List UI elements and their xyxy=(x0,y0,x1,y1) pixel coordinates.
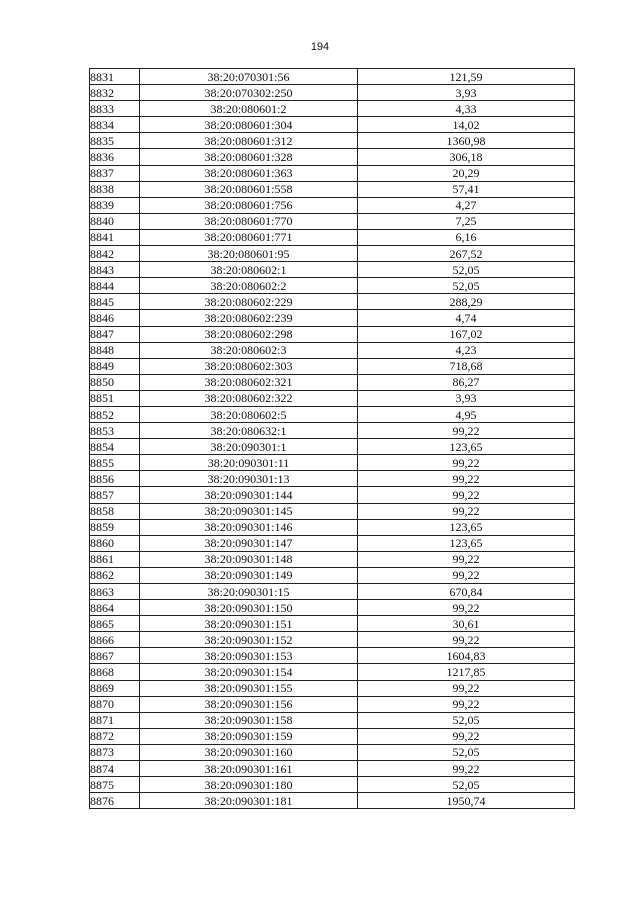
value-cell: 99,22 xyxy=(358,632,575,648)
table-row xyxy=(90,664,575,680)
row-number-cell: 8834 xyxy=(90,117,140,133)
cadastral-number-cell: 38:20:080602:321 xyxy=(140,374,358,390)
cadastral-number-cell: 38:20:090301:160 xyxy=(140,744,358,760)
cadastral-number-cell: 38:20:090301:146 xyxy=(140,519,358,535)
value-cell: 4,74 xyxy=(358,310,575,326)
table-row xyxy=(90,503,575,519)
cadastral-table xyxy=(89,68,575,809)
value-cell: 57,41 xyxy=(358,181,575,197)
table-row xyxy=(90,423,575,439)
table-row xyxy=(90,696,575,712)
cadastral-number-cell: 38:20:090301:154 xyxy=(140,664,358,680)
table-row xyxy=(90,406,575,422)
table-row xyxy=(90,85,575,101)
cadastral-number-cell: 38:20:080601:770 xyxy=(140,213,358,229)
value-cell: 4,23 xyxy=(358,342,575,358)
row-number-cell: 8856 xyxy=(90,471,140,487)
row-number-cell: 8831 xyxy=(90,69,140,85)
table-row xyxy=(90,648,575,664)
cadastral-number-cell: 38:20:080601:95 xyxy=(140,246,358,262)
row-number-cell: 8836 xyxy=(90,149,140,165)
table-row xyxy=(90,793,575,809)
cadastral-number-cell: 38:20:070301:56 xyxy=(140,69,358,85)
table-row xyxy=(90,439,575,455)
value-cell: 288,29 xyxy=(358,294,575,310)
value-cell: 99,22 xyxy=(358,487,575,503)
row-number-cell: 8857 xyxy=(90,487,140,503)
table-row xyxy=(90,229,575,245)
cadastral-number-cell: 38:20:090301:159 xyxy=(140,728,358,744)
row-number-cell: 8851 xyxy=(90,390,140,406)
row-number-cell: 8845 xyxy=(90,294,140,310)
row-number-cell: 8840 xyxy=(90,213,140,229)
cadastral-number-cell: 38:20:090301:144 xyxy=(140,487,358,503)
cadastral-number-cell: 38:20:080601:756 xyxy=(140,197,358,213)
cadastral-number-cell: 38:20:080601:558 xyxy=(140,181,358,197)
value-cell: 99,22 xyxy=(358,551,575,567)
row-number-cell: 8859 xyxy=(90,519,140,535)
table-row xyxy=(90,181,575,197)
row-number-cell: 8867 xyxy=(90,648,140,664)
row-number-cell: 8862 xyxy=(90,567,140,583)
row-number-cell: 8841 xyxy=(90,229,140,245)
value-cell: 52,05 xyxy=(358,262,575,278)
row-number-cell: 8852 xyxy=(90,406,140,422)
table-body xyxy=(90,69,575,809)
value-cell: 99,22 xyxy=(358,761,575,777)
value-cell: 121,59 xyxy=(358,69,575,85)
cadastral-number-cell: 38:20:090301:156 xyxy=(140,696,358,712)
row-number-cell: 8871 xyxy=(90,712,140,728)
value-cell: 123,65 xyxy=(358,519,575,535)
row-number-cell: 8866 xyxy=(90,632,140,648)
row-number-cell: 8864 xyxy=(90,600,140,616)
value-cell: 99,22 xyxy=(358,503,575,519)
table-row xyxy=(90,213,575,229)
row-number-cell: 8839 xyxy=(90,197,140,213)
row-number-cell: 8835 xyxy=(90,133,140,149)
table-row xyxy=(90,117,575,133)
cadastral-number-cell: 38:20:090301:180 xyxy=(140,777,358,793)
cadastral-number-cell: 38:20:070302:250 xyxy=(140,85,358,101)
table-row xyxy=(90,358,575,374)
row-number-cell: 8869 xyxy=(90,680,140,696)
cadastral-number-cell: 38:20:080601:304 xyxy=(140,117,358,133)
cadastral-number-cell: 38:20:080602:1 xyxy=(140,262,358,278)
value-cell: 99,22 xyxy=(358,680,575,696)
table-row xyxy=(90,600,575,616)
table-row xyxy=(90,712,575,728)
value-cell: 1360,98 xyxy=(358,133,575,149)
row-number-cell: 8861 xyxy=(90,551,140,567)
cadastral-number-cell: 38:20:080602:229 xyxy=(140,294,358,310)
cadastral-number-cell: 38:20:090301:181 xyxy=(140,793,358,809)
value-cell: 86,27 xyxy=(358,374,575,390)
row-number-cell: 8832 xyxy=(90,85,140,101)
row-number-cell: 8876 xyxy=(90,793,140,809)
table-row xyxy=(90,149,575,165)
table-row xyxy=(90,471,575,487)
cadastral-number-cell: 38:20:090301:149 xyxy=(140,567,358,583)
row-number-cell: 8848 xyxy=(90,342,140,358)
cadastral-number-cell: 38:20:090301:152 xyxy=(140,632,358,648)
value-cell: 4,33 xyxy=(358,101,575,117)
cadastral-number-cell: 38:20:090301:153 xyxy=(140,648,358,664)
cadastral-number-cell: 38:20:080602:3 xyxy=(140,342,358,358)
table-row xyxy=(90,374,575,390)
value-cell: 167,02 xyxy=(358,326,575,342)
value-cell: 123,65 xyxy=(358,535,575,551)
row-number-cell: 8847 xyxy=(90,326,140,342)
cadastral-number-cell: 38:20:090301:161 xyxy=(140,761,358,777)
cadastral-number-cell: 38:20:090301:155 xyxy=(140,680,358,696)
table-row xyxy=(90,584,575,600)
value-cell: 7,25 xyxy=(358,213,575,229)
table-row xyxy=(90,246,575,262)
table-row xyxy=(90,487,575,503)
table-row xyxy=(90,455,575,471)
row-number-cell: 8868 xyxy=(90,664,140,680)
table-row xyxy=(90,278,575,294)
value-cell: 99,22 xyxy=(358,455,575,471)
row-number-cell: 8843 xyxy=(90,262,140,278)
cadastral-number-cell: 38:20:080601:312 xyxy=(140,133,358,149)
value-cell: 1217,85 xyxy=(358,664,575,680)
row-number-cell: 8850 xyxy=(90,374,140,390)
table-row xyxy=(90,616,575,632)
row-number-cell: 8870 xyxy=(90,696,140,712)
table-row xyxy=(90,519,575,535)
value-cell: 3,93 xyxy=(358,390,575,406)
cadastral-number-cell: 38:20:090301:145 xyxy=(140,503,358,519)
value-cell: 3,93 xyxy=(358,85,575,101)
table-row xyxy=(90,567,575,583)
table-row xyxy=(90,133,575,149)
value-cell: 123,65 xyxy=(358,439,575,455)
value-cell: 52,05 xyxy=(358,278,575,294)
value-cell: 670,84 xyxy=(358,584,575,600)
row-number-cell: 8865 xyxy=(90,616,140,632)
cadastral-number-cell: 38:20:080601:328 xyxy=(140,149,358,165)
cadastral-number-cell: 38:20:080602:298 xyxy=(140,326,358,342)
table-row xyxy=(90,294,575,310)
cadastral-number-cell: 38:20:080602:5 xyxy=(140,406,358,422)
value-cell: 1604,83 xyxy=(358,648,575,664)
cadastral-number-cell: 38:20:090301:148 xyxy=(140,551,358,567)
row-number-cell: 8833 xyxy=(90,101,140,117)
cadastral-number-cell: 38:20:080601:363 xyxy=(140,165,358,181)
row-number-cell: 8853 xyxy=(90,423,140,439)
table-row xyxy=(90,310,575,326)
table-row xyxy=(90,728,575,744)
value-cell: 99,22 xyxy=(358,696,575,712)
cadastral-number-cell: 38:20:090301:158 xyxy=(140,712,358,728)
value-cell: 30,61 xyxy=(358,616,575,632)
value-cell: 1950,74 xyxy=(358,793,575,809)
table-row xyxy=(90,680,575,696)
page-number: 194 xyxy=(310,41,330,53)
table-row xyxy=(90,101,575,117)
table-row xyxy=(90,69,575,85)
row-number-cell: 8872 xyxy=(90,728,140,744)
value-cell: 306,18 xyxy=(358,149,575,165)
row-number-cell: 8842 xyxy=(90,246,140,262)
row-number-cell: 8837 xyxy=(90,165,140,181)
value-cell: 99,22 xyxy=(358,471,575,487)
row-number-cell: 8860 xyxy=(90,535,140,551)
cadastral-number-cell: 38:20:080602:322 xyxy=(140,390,358,406)
table-row xyxy=(90,197,575,213)
cadastral-number-cell: 38:20:090301:1 xyxy=(140,439,358,455)
cadastral-number-cell: 38:20:090301:11 xyxy=(140,455,358,471)
row-number-cell: 8846 xyxy=(90,310,140,326)
table-row xyxy=(90,262,575,278)
row-number-cell: 8849 xyxy=(90,358,140,374)
cadastral-number-cell: 38:20:080602:2 xyxy=(140,278,358,294)
table-row xyxy=(90,535,575,551)
value-cell: 99,22 xyxy=(358,567,575,583)
row-number-cell: 8875 xyxy=(90,777,140,793)
cadastral-number-cell: 38:20:090301:151 xyxy=(140,616,358,632)
cadastral-number-cell: 38:20:080632:1 xyxy=(140,423,358,439)
value-cell: 267,52 xyxy=(358,246,575,262)
cadastral-number-cell: 38:20:090301:147 xyxy=(140,535,358,551)
value-cell: 14,02 xyxy=(358,117,575,133)
row-number-cell: 8873 xyxy=(90,744,140,760)
table-row xyxy=(90,326,575,342)
table-row xyxy=(90,342,575,358)
cadastral-number-cell: 38:20:080601:2 xyxy=(140,101,358,117)
value-cell: 99,22 xyxy=(358,423,575,439)
value-cell: 718,68 xyxy=(358,358,575,374)
value-cell: 4,95 xyxy=(358,406,575,422)
table-row xyxy=(90,632,575,648)
row-number-cell: 8854 xyxy=(90,439,140,455)
row-number-cell: 8855 xyxy=(90,455,140,471)
value-cell: 52,05 xyxy=(358,712,575,728)
value-cell: 52,05 xyxy=(358,744,575,760)
cadastral-number-cell: 38:20:090301:13 xyxy=(140,471,358,487)
value-cell: 99,22 xyxy=(358,728,575,744)
table-row xyxy=(90,761,575,777)
table-row xyxy=(90,551,575,567)
row-number-cell: 8863 xyxy=(90,584,140,600)
value-cell: 4,27 xyxy=(358,197,575,213)
cadastral-number-cell: 38:20:080601:771 xyxy=(140,229,358,245)
table-row xyxy=(90,744,575,760)
cadastral-number-cell: 38:20:080602:239 xyxy=(140,310,358,326)
row-number-cell: 8858 xyxy=(90,503,140,519)
row-number-cell: 8874 xyxy=(90,761,140,777)
cadastral-number-cell: 38:20:090301:150 xyxy=(140,600,358,616)
cadastral-number-cell: 38:20:080602:303 xyxy=(140,358,358,374)
cadastral-number-cell: 38:20:090301:15 xyxy=(140,584,358,600)
value-cell: 99,22 xyxy=(358,600,575,616)
value-cell: 52,05 xyxy=(358,777,575,793)
value-cell: 20,29 xyxy=(358,165,575,181)
value-cell: 6,16 xyxy=(358,229,575,245)
row-number-cell: 8844 xyxy=(90,278,140,294)
table-row xyxy=(90,165,575,181)
row-number-cell: 8838 xyxy=(90,181,140,197)
table-row xyxy=(90,390,575,406)
table-row xyxy=(90,777,575,793)
